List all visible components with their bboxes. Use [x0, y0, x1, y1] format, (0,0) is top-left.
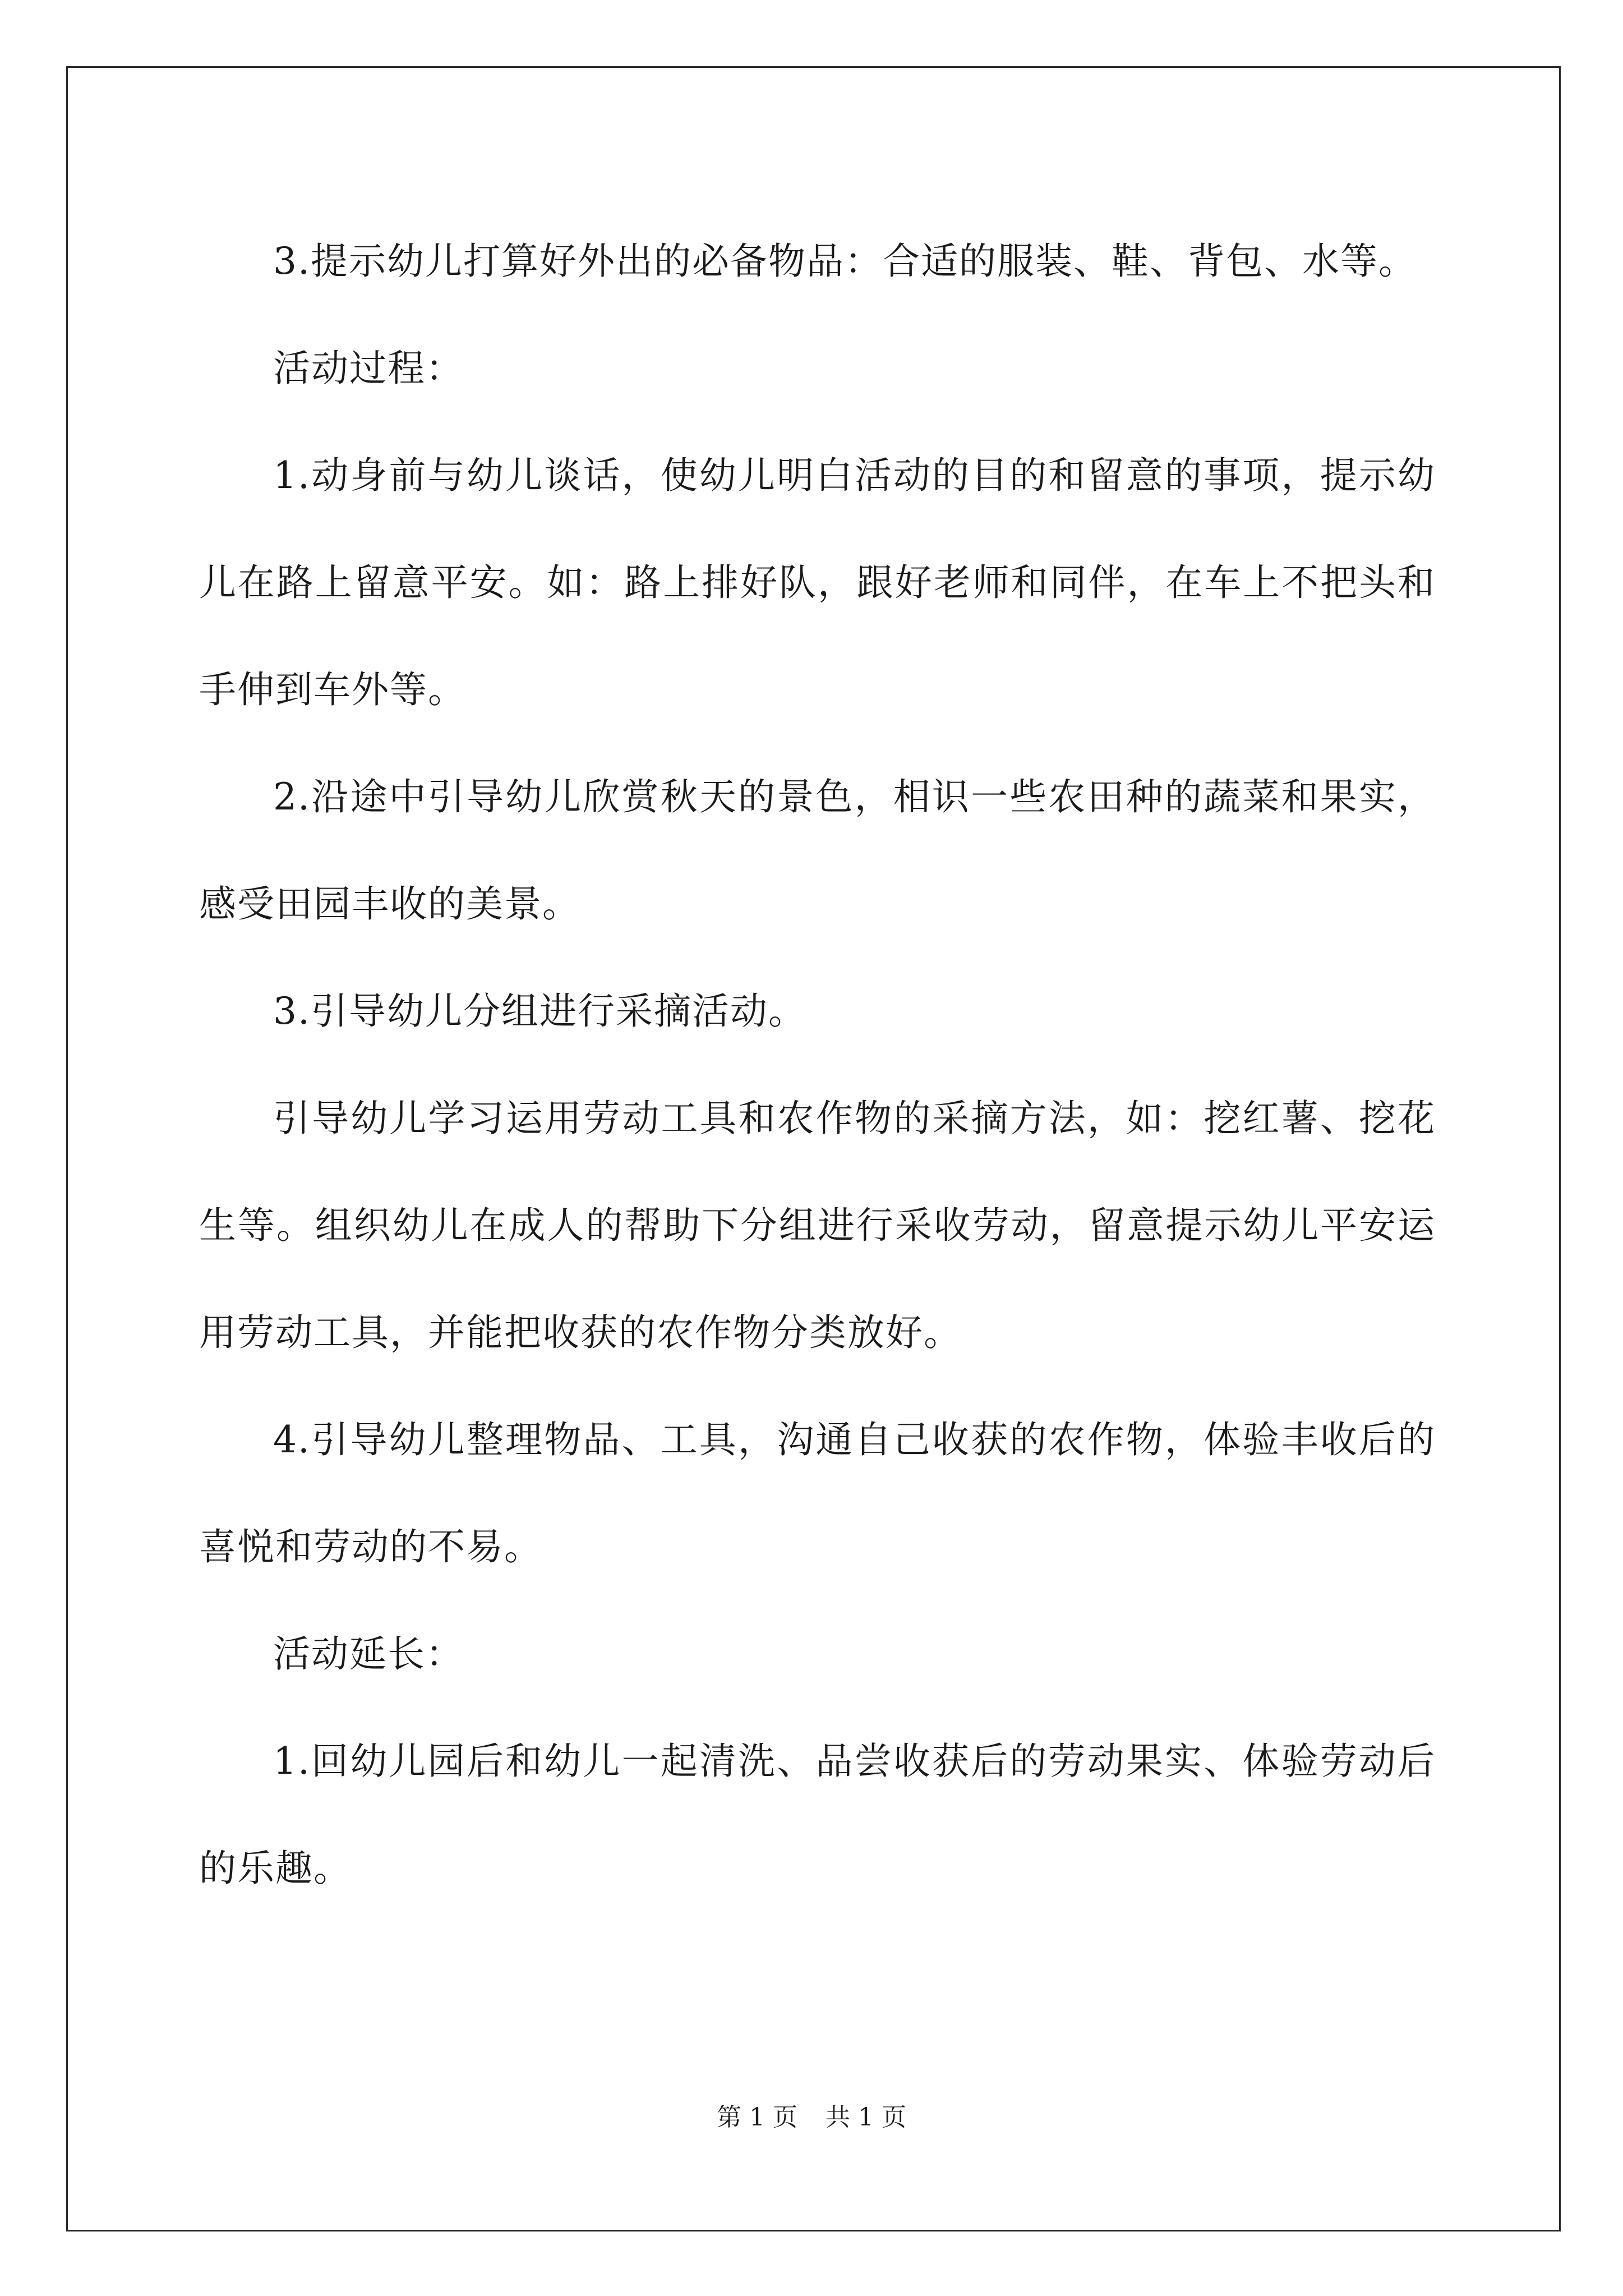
paragraph: 2.沿途中引导幼儿欣赏秋天的景色，相识一些农田种的蔬菜和果实，感受田园丰收的美景。	[199, 775, 1436, 926]
page-total: 共 1 页	[826, 2103, 906, 2132]
paragraph: 3.提示幼儿打算好外出的必备物品：合适的服装、鞋、背包、水等。	[273, 240, 1417, 283]
page-number: 第 1 页	[717, 2103, 797, 2132]
document-body	[199, 0, 1436, 1922]
page-footer	[0, 2101, 1623, 2134]
section-heading: 活动过程：	[273, 347, 464, 390]
paragraph: 引导幼儿学习运用劳动工具和农作物的采摘方法，如：挖红薯、挖花生等。组织幼儿在成人的帮助下分组进行采收劳动，留意提示幼儿平安运用劳动工具，并能把收获的农作物分类放好。	[199, 1097, 1436, 1354]
section-heading: 活动延长：	[273, 1632, 464, 1676]
paragraph: 1.动身前与幼儿谈话，使幼儿明白活动的目的和留意的事项，提示幼儿在路上留意平安。如：路上排好队，跟好老师和同伴，在车上不把头和手伸到车外等。	[199, 454, 1436, 711]
paragraph: 1.回幼儿园后和幼儿一起清洗、品尝收获后的劳动果实、体验劳动后的乐趣。	[199, 1740, 1436, 1890]
paragraph: 4.引导幼儿整理物品、工具，沟通自己收获的农作物，体验丰收后的喜悦和劳动的不易。	[199, 1418, 1436, 1568]
paragraph: 3.引导幼儿分组进行采摘活动。	[273, 990, 806, 1033]
